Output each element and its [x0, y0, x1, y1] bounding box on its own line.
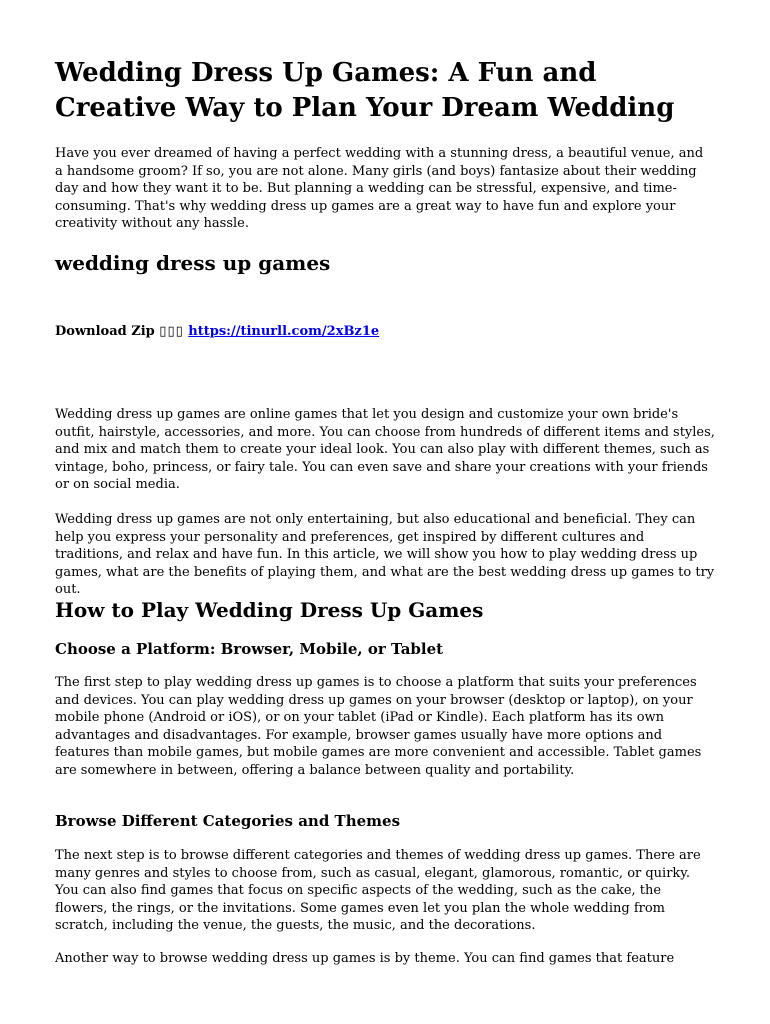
download-link[interactable]: https://tinurll.com/2xBz1e [188, 324, 380, 339]
download-label: Download Zip [55, 324, 155, 339]
subsection-2-paragraph: The next step is to browse different categories and themes of wedding dress up games. There are many genres and styles to choose from, such as casual, elegant, glamorous, romantic, or quirky. You can also find games that focus on specific aspects of the wedding, such as the cake, the flowers, the rings, or the invitations. Some games even let you plan the whole wedding from scratch, including the venue, the guests, the music, and the decorations. [55, 848, 701, 934]
intro-paragraph: Have you ever dreamed of having a perfect wedding with a stunning dress, a beautiful venue, and a handsome groom? If so, you are not alone. Many girls (and boys) fantasize about their wedding day and how they want it to be. But planning a wedding can be stressful, expensive, and time-consuming. That's why wedding dress up games are a great way to have fun and explore your creativity without any hassle. [55, 146, 704, 232]
download-line [55, 323, 379, 341]
article-title: Wedding Dress Up Games: A Fun and Creative Way to Plan Your Dream Wedding [55, 58, 675, 123]
paragraph-2: Wedding dress up games are not only entertaining, but also educational and beneficial. They can help you express your personality and preferences, get inspired by different cultures and traditions, and relax and have fun. In this article, we will show you how to play wedding dress up games, what are the benefits of playing them, and what are the best wedding dress up games to try out. [55, 512, 715, 598]
section-heading: How to Play Wedding Dress Up Games [55, 598, 484, 622]
paragraph-1: Wedding dress up games are online games that let you design and customize your own bride's outfit, hairstyle, accessories, and more. You can choose from hundreds of different items and styles, and mix and match them to create your ideal look. You can also play with different themes, such as vintage, boho, princess, or fairy tale. You can even save and share your creations with your friends or on social media. [55, 407, 715, 493]
download-glyphs: ▯▯▯ [159, 324, 184, 339]
keyword-heading: wedding dress up games [55, 251, 331, 275]
subsection-2-paragraph-cut: Another way to browse wedding dress up games is by theme. You can find games that feature [55, 951, 675, 966]
subsection-1-paragraph: The first step to play wedding dress up games is to choose a platform that suits your preferences and devices. You can play wedding dress up games on your browser (desktop or laptop), on your mobile phone (Android or iOS), or on your tablet (iPad or Kindle). Each platform has its own advantages and disadvantages. For example, browser games usually have more options and features than mobile games, but mobile games are more convenient and accessible. Tablet games are somewhere in between, offering a balance between quality and portability. [55, 675, 702, 778]
subsection-1-heading: Choose a Platform: Browser, Mobile, or Tablet [55, 640, 444, 658]
subsection-2-heading: Browse Different Categories and Themes [55, 812, 401, 830]
